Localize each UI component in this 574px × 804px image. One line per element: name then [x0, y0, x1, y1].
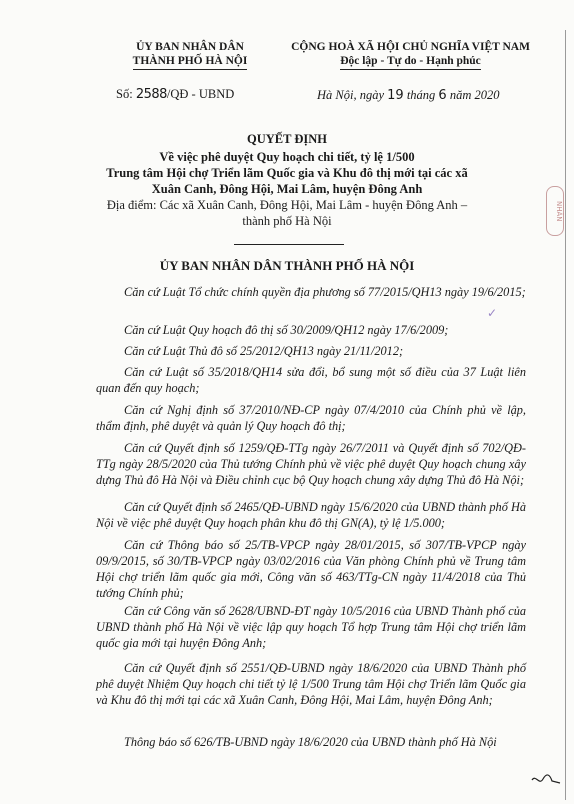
legal-basis-11: Thông báo số 626/TB-UBND ngày 18/6/2020 của UBND thành phố Hà Nội [124, 735, 497, 749]
issuer-block [110, 40, 270, 70]
legal-basis-3: Căn cứ Luật Thủ đô số 25/2012/QH13 ngày 21/11/2012; [124, 344, 404, 358]
stamp-fragment: NHÂN [546, 186, 564, 236]
number-value: 2588 [135, 87, 167, 102]
legal-basis-9: Căn cứ Công văn số 2628/UBND-ĐT ngày 10/5/2016 của UBND Thành phố của UBND thành phố Hà Nội về việc lập quy hoạch Tổ hợp Trung tâm Hội chợ triển lãm quốc gia mới tại huyện Đông Anh; [96, 604, 526, 650]
legal-basis-1: Căn cứ Luật Tổ chức chính quyền địa phương số 77/2015/QH13 ngày 19/6/2015; [124, 285, 526, 299]
decision-subject-line-3: Xuân Canh, Đông Hội, Mai Lâm, huyện Đông Anh [151, 182, 423, 196]
issuer-line-2: THÀNH PHỐ HÀ NỘI [133, 54, 248, 70]
decision-subject-line-2: Trung tâm Hội chợ Triển lãm Quốc gia và Khu đô thị mới tại các xã [106, 166, 468, 180]
signature-mark-icon [530, 772, 564, 788]
title-divider [234, 244, 344, 245]
decision-subject-line-1: Về việc phê duyệt Quy hoạch chi tiết, tỷ lệ 1/500 [159, 150, 415, 164]
location-line-1: Địa điểm: Các xã Xuân Canh, Đông Hội, Mai Lâm - huyện Đông Anh – [106, 198, 468, 212]
document-number [116, 87, 234, 102]
national-motto-block [273, 40, 548, 70]
legal-basis-8: Căn cứ Thông báo số 25/TB-VPCP ngày 28/01/2015, số 307/TB-VPCP ngày 09/9/2015, số 30/TB-VPCP ngày 03/02/2016 của Văn phòng Chính phủ về Trung tâm Hội chợ triển lãm quốc gia mới, Công văn số 463/TTg-CN ngày 11/4/2018 của Thủ tướng Chính phủ; [96, 538, 526, 600]
country-name: CỘNG HOÀ XÃ HỘI CHỦ NGHĨA VIỆT NAM [291, 41, 530, 53]
number-suffix: /QĐ - UBND [166, 87, 235, 101]
legal-basis-7: Căn cứ Quyết định số 2465/QĐ-UBND ngày 15/6/2020 của UBND thành phố Hà Nội về việc phê duyệt Quy hoạch phân khu đô thị GN(A), tỷ lệ 1/5.000; [96, 500, 526, 530]
legal-basis-2: Căn cứ Luật Quy hoạch đô thị số 30/2009/QH12 ngày 17/6/2009; [124, 323, 449, 337]
legal-basis-5: Căn cứ Nghị định số 37/2010/NĐ-CP ngày 07/4/2010 của Chính phủ về lập, thẩm định, phê duyệt và quản lý Quy hoạch đô thị; [96, 403, 526, 433]
date-mid: tháng [406, 88, 436, 102]
handwritten-tick-mark: ✓ [487, 306, 498, 320]
motto: Độc lập - Tự do - Hạnh phúc [340, 54, 481, 70]
legal-basis-10: Căn cứ Quyết định số 2551/QĐ-UBND ngày 18/6/2020 của UBND Thành phố phê duyệt Nhiệm Quy hoạch chi tiết tỷ lệ 1/500 Trung tâm Hội chợ Triển lãm Quốc gia và Khu đô thị mới tại các xã Xuân Canh, Đông Hội, Mai Lâm, huyện Đông Anh; [96, 661, 526, 707]
date-month: 6 [438, 88, 447, 103]
date-pre: Hà Nội, ngày [317, 88, 385, 102]
legal-basis-4: Căn cứ Luật số 35/2018/QH14 sửa đổi, bổ sung một số điều của 37 Luật liên quan đến quy hoạch; [96, 365, 526, 395]
date-post: năm 2020 [449, 88, 500, 102]
decision-heading: QUYẾT ĐỊNH [247, 132, 327, 146]
issuer-line-1: ỦY BAN NHÂN DÂN [136, 41, 244, 53]
date-day: 19 [387, 88, 404, 103]
legal-basis-6: Căn cứ Quyết định số 1259/QĐ-TTg ngày 26/7/2011 và Quyết định số 702/QĐ-TTg ngày 28/5/2020 của Thủ tướng Chính phủ về việc phê duyệt Quy hoạch chung xây dựng Thủ đô Hà Nội và Điều chỉnh cục bộ Quy hoạch chung xây dựng Thủ đô Hà Nội; [96, 441, 526, 487]
number-prefix: Số: [116, 87, 133, 101]
location-line-2: thành phố Hà Nội [242, 214, 332, 228]
issue-date [317, 88, 499, 103]
authority-heading: ỦY BAN NHÂN DÂN THÀNH PHỐ HÀ NỘI [159, 258, 415, 273]
